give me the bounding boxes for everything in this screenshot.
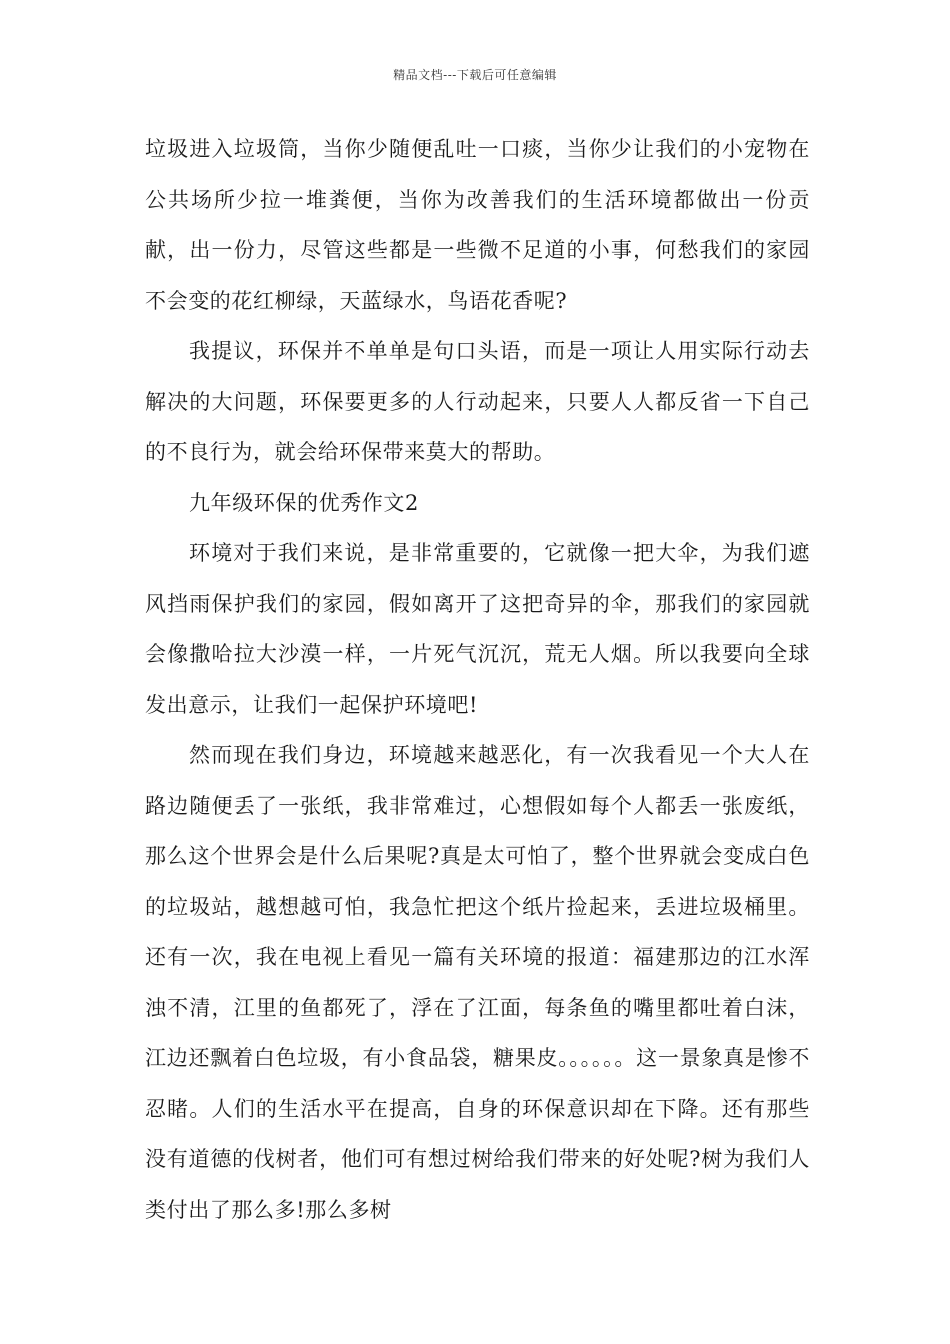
paragraph-environment-intro: 环境对于我们来说，是非常重要的，它就像一把大伞，为我们遮风挡雨保护我们的家园，假如离开了这把奇异的伞，那我们的家园就会像撒哈拉大沙漠一样，一片死气沉沉，荒无人烟。所以我要向全球发出意示，让我们一起保护环境吧! <box>145 541 810 717</box>
paragraph-environment-worsening: 然而现在我们身边，环境越来越恶化，有一次我看见一个大人在路边随便丢了一张纸，我非常难过，心想假如每个人都丢一张废纸，那么这个世界会是什么后果呢?真是太可怕了，整个世界就会变成白色的垃圾站，越想越可怕，我急忙把这个纸片捡起来，丢进垃圾桶里。还有一次，我在电视上看见一篇有关环境的报道：福建那边的江水浑浊不清，江里的鱼都死了，浮在了江面，每条鱼的嘴里都吐着白沫，江边还飘着白色垃圾，有小食品袋，糖果皮。。。。。。这一景象真是惨不忍睹。人们的生活水平在提高，自身的环保意识却在下降。还有那些没有道德的伐树者，他们可有想过树给我们带来的好处呢?树为我们人类付出了那么多!那么多树 <box>145 743 810 1222</box>
paragraph-continuation: 垃圾进入垃圾筒，当你少随便乱吐一口痰，当你少让我们的小宠物在公共场所少拉一堆粪便，当你为改善我们的生活环境都做出一份贡献，出一份力，尽管这些都是一些微不足道的小事，何愁我们的家园不会变的花红柳绿，天蓝绿水，鸟语花香呢? <box>145 137 810 313</box>
document-body <box>145 124 810 1235</box>
page-header: 精品文档---下载后可任意编辑 <box>393 68 557 82</box>
paragraph-proposal: 我提议，环保并不单单是句口头语，而是一项让人用实际行动去解决的大问题，环保要更多的人行动起来，只要人人都反省一下自己的不良行为，就会给环保带来莫大的帮助。 <box>145 339 810 464</box>
essay-title: 九年级环保的优秀作文2 <box>189 490 419 515</box>
